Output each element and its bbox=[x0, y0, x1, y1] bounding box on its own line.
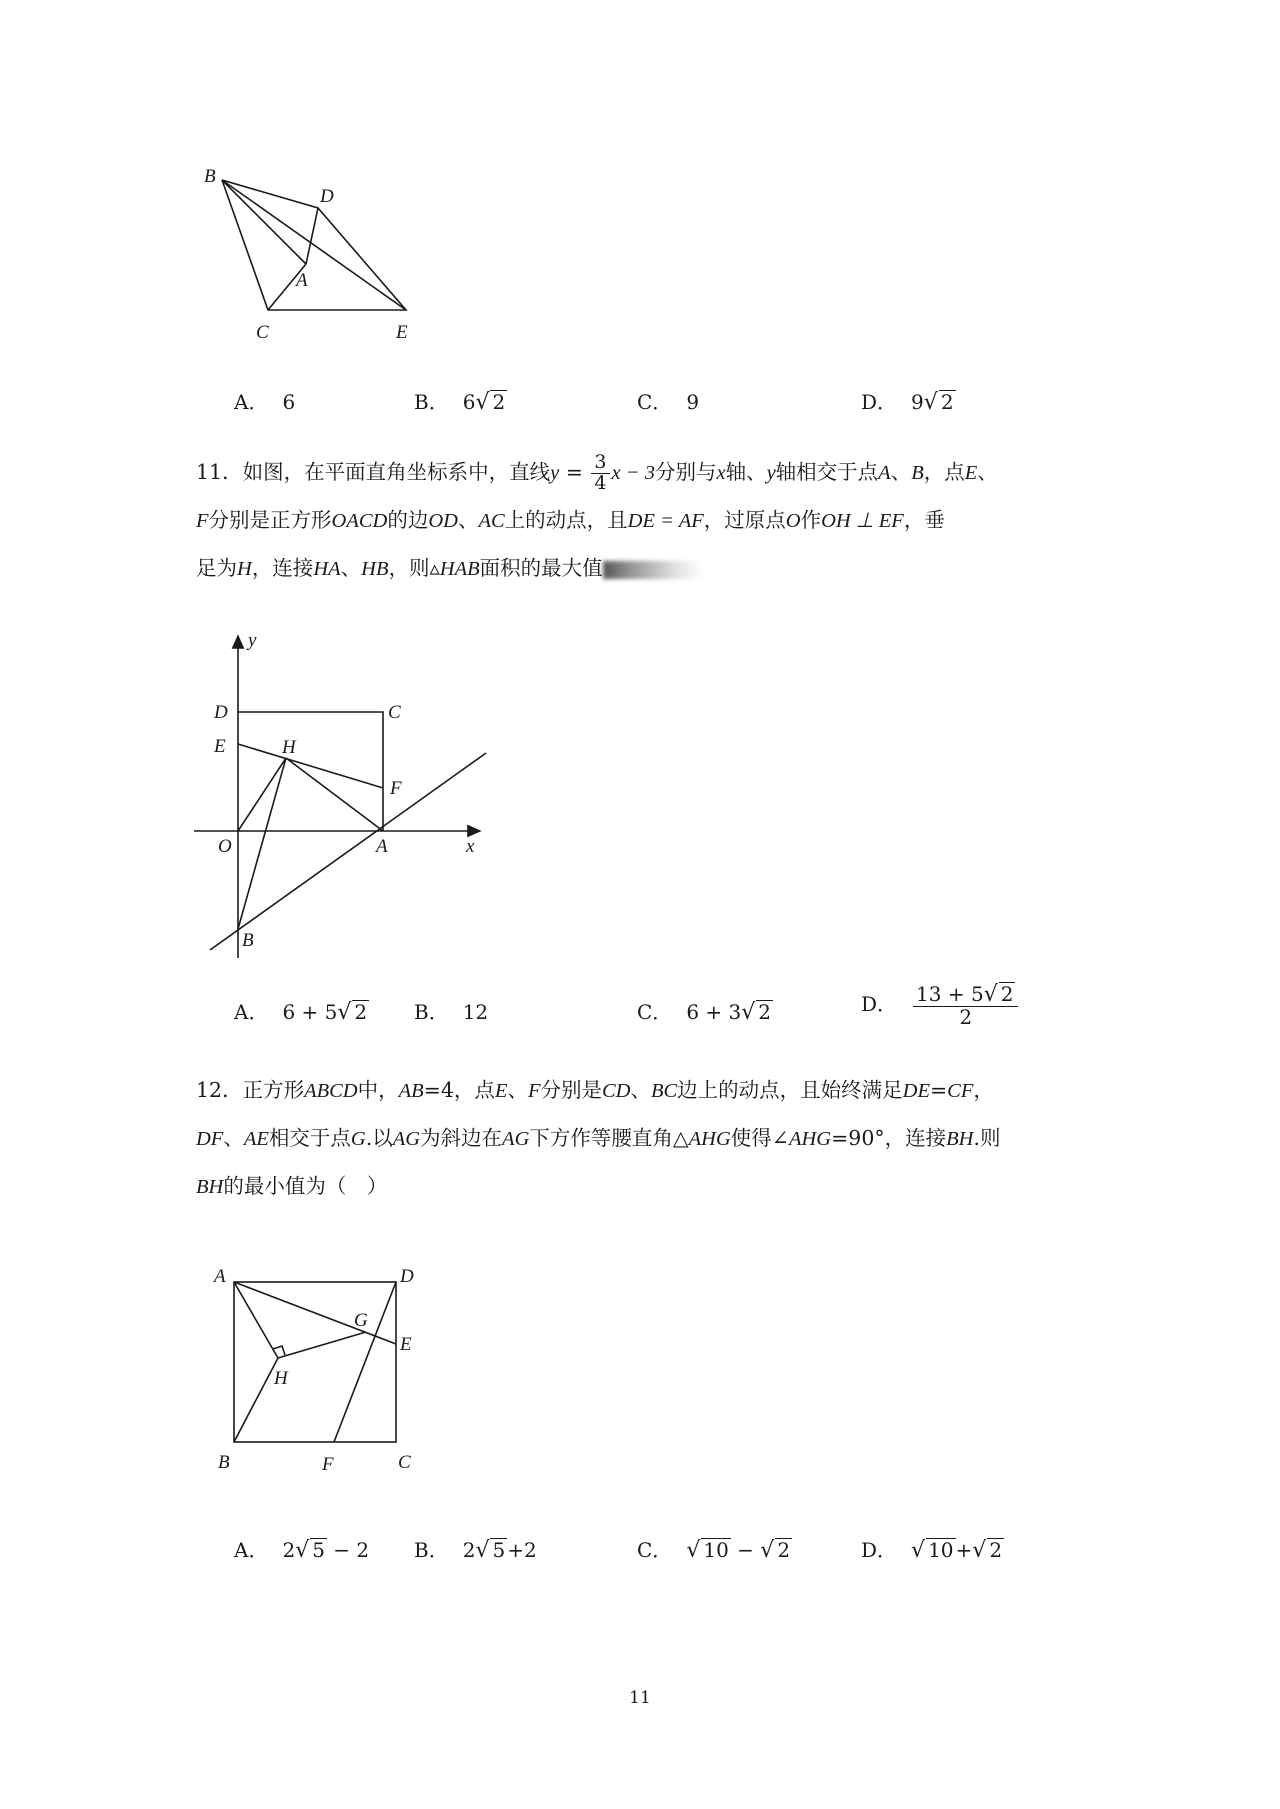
label-x: x bbox=[466, 836, 475, 857]
q11-option-c: C． 6 + 3√ 2 bbox=[637, 1000, 771, 1025]
q11-text bbox=[196, 448, 1096, 592]
q11-eq-fraction: $\frac{3}{4}$ bbox=[591, 453, 609, 494]
label-O: O bbox=[218, 836, 232, 857]
q11-line-2: F分别是正方形OACD的边OD、AC上的动点，且DE = AF，过原点O作OH ⊥ EF，垂 bbox=[196, 508, 945, 532]
label-D: D bbox=[320, 186, 334, 207]
label-H: H bbox=[282, 737, 296, 758]
q11-option-a: A． 6 + 5√ 2 bbox=[234, 1000, 368, 1025]
segment-ae bbox=[234, 1282, 396, 1344]
q11-line-3: 足为H，连接HA、HB，则▵HAB面积的最大值 bbox=[196, 544, 1096, 592]
label-B: B bbox=[204, 166, 216, 187]
label-F: F bbox=[390, 778, 402, 799]
segment-ha bbox=[286, 758, 383, 831]
line-ab bbox=[210, 753, 486, 950]
q10-figure bbox=[190, 162, 450, 352]
label-y: y bbox=[248, 630, 257, 651]
label-A: A bbox=[376, 836, 388, 857]
q12-option-d: D． √ 10 +√ 2 bbox=[861, 1538, 1003, 1563]
q11-option-d: D． $\frac{13 + 5√ 2}{2}$ bbox=[861, 982, 1020, 1028]
page-number: 11 bbox=[629, 1688, 651, 1708]
segment-df bbox=[334, 1282, 396, 1442]
q11-figure bbox=[188, 628, 498, 958]
label-B: B bbox=[242, 930, 254, 951]
label-G: G bbox=[354, 1310, 368, 1331]
q12-line-3: BH的最小值为（ ） bbox=[196, 1174, 388, 1198]
label-C: C bbox=[398, 1452, 411, 1473]
label-E: E bbox=[396, 322, 408, 343]
q11-option-b: B． 12 bbox=[414, 1000, 489, 1024]
label-A: A bbox=[296, 270, 308, 291]
q10-option-c: C． 9 bbox=[637, 390, 700, 414]
segment-ah bbox=[234, 1282, 278, 1358]
label-D: D bbox=[214, 702, 228, 723]
q12-option-c: C． √ 10 − √ 2 bbox=[637, 1538, 791, 1563]
segment-hg bbox=[278, 1332, 366, 1358]
q10-line-ad bbox=[306, 208, 318, 264]
label-A: A bbox=[214, 1266, 226, 1287]
label-E: E bbox=[400, 1334, 412, 1355]
q12-option-a: A． 2√ 5 − 2 bbox=[234, 1538, 370, 1563]
label-E: E bbox=[214, 736, 226, 757]
label-D: D bbox=[400, 1266, 414, 1287]
segment-bh bbox=[234, 1358, 278, 1442]
q11-line-1: 11．如图，在平面直角坐标系中，直线y = $\frac{3}{4}$ x − 3分别与x轴、y轴相交于点A、B，点E、 bbox=[196, 451, 998, 494]
blurred-region bbox=[603, 561, 703, 579]
segment-hb bbox=[238, 758, 286, 929]
q10-option-a: A． 6 bbox=[234, 390, 296, 414]
q12-text bbox=[196, 1066, 1096, 1210]
q12-line-1: 12．正方形ABCD中，AB=4，点E、F分别是CD、BC边上的动点，且始终满足DE=CF， bbox=[196, 1078, 994, 1102]
label-F: F bbox=[322, 1454, 334, 1475]
q11-d-fraction: $\frac{13 + 5√ 2}{2}$ bbox=[913, 982, 1018, 1028]
q12-option-b: B． 2√ 5 +2 bbox=[414, 1538, 537, 1563]
q10-option-d: D． 9√ 2 bbox=[861, 390, 954, 415]
q10-option-b: B． 6√ 2 bbox=[414, 390, 506, 415]
label-B: B bbox=[218, 1452, 230, 1473]
q12-line-2: DF、AE相交于点G.以AG为斜边在AG下方作等腰直角△AHG使得∠AHG=90°，连接BH.则 bbox=[196, 1126, 1001, 1150]
q10-line-be bbox=[222, 180, 406, 310]
label-C: C bbox=[256, 322, 269, 343]
square-top-right bbox=[238, 712, 383, 831]
segment-ef bbox=[238, 744, 383, 788]
label-C: C bbox=[388, 702, 401, 723]
label-H: H bbox=[274, 1368, 288, 1389]
q12-figure bbox=[206, 1262, 426, 1484]
segment-oh bbox=[238, 758, 286, 831]
square-abcd bbox=[234, 1282, 396, 1442]
